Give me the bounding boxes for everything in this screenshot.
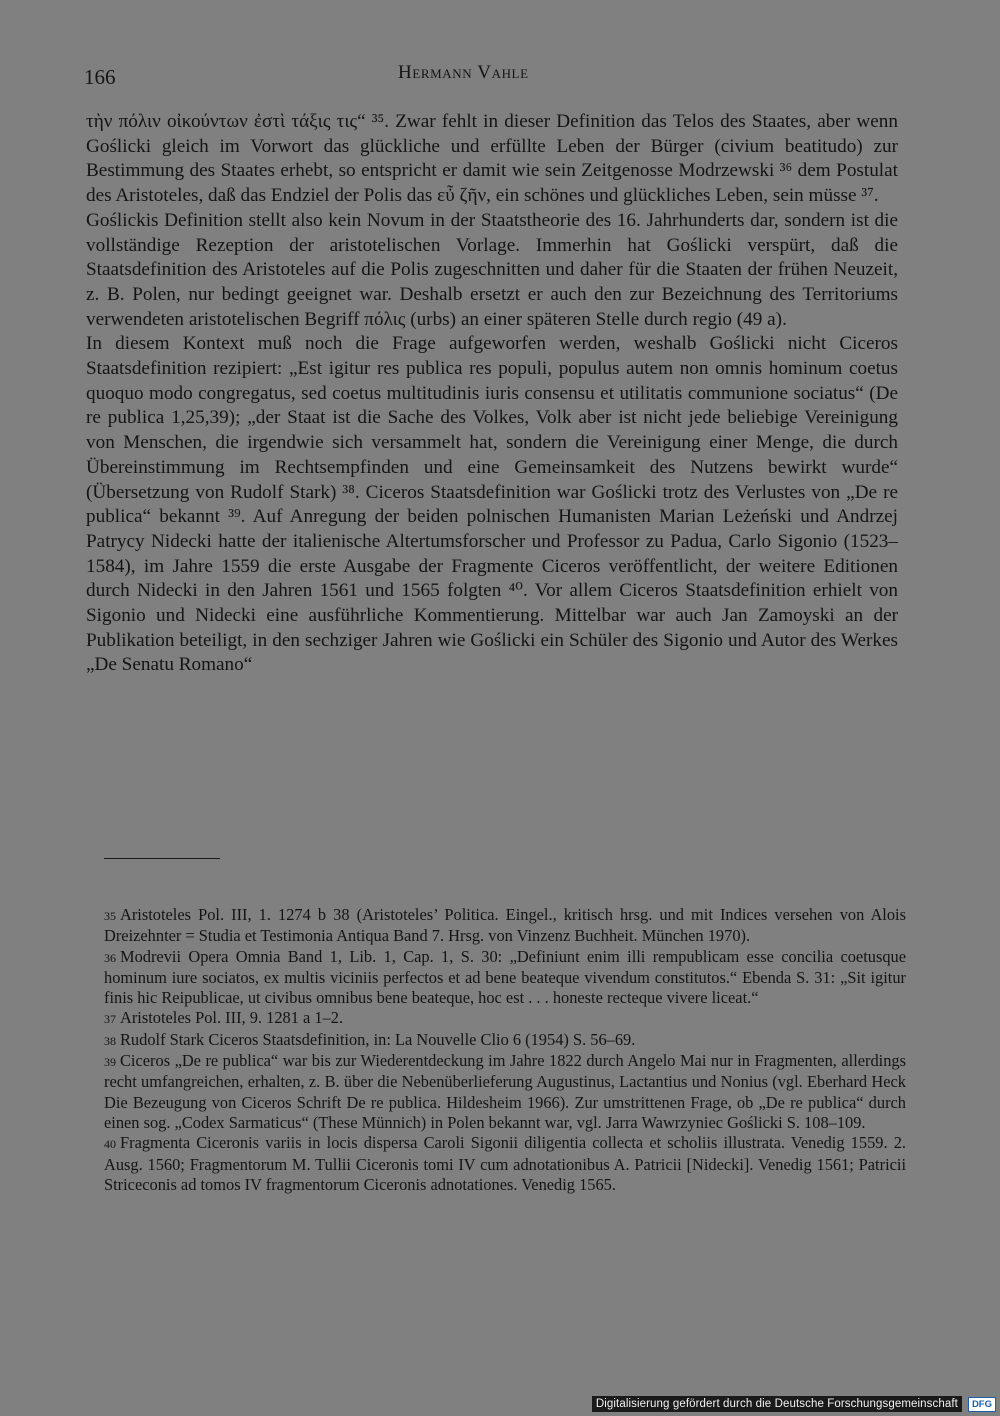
footnote (104, 1008, 906, 1029)
footnotes (104, 905, 906, 1195)
dfg-logo-icon: DFG (968, 1397, 996, 1412)
footnote (104, 1030, 906, 1051)
footnote-number: 39 (104, 1055, 116, 1070)
page-number: 166 (84, 65, 116, 89)
footnote (104, 947, 906, 1009)
footnote-text: Aristoteles Pol. III, 1. 1274 b 38 (Aristoteles’ Politica. Eingel., kritisch hrsg. und mit Indices versehen von Alois Dreizehnter = Studia et Testimonia Antiqua Band 7. Hrsg. von Vinzenz Buchheit. München 1970). (104, 905, 906, 946)
footnote (104, 905, 906, 947)
digitization-credit (592, 1396, 996, 1412)
footnote-text: Fragmenta Ciceronis variis in locis dispersa Caroli Sigonii diligentia collecta et scholiis illustrata. Venedig 1559. 2. Ausg. 1560; Fragmentorum M. Tullii Ciceronis tomi IV cum adnotationibus A. Patricii [Nidecki]. Venedig 1561; Patricii Striceconis ad tomos IV fragmentorum Ciceronis adnotationes. Venedig 1565. (104, 1133, 906, 1194)
footnote (104, 1133, 906, 1195)
footnote-text: Rudolf Stark Ciceros Staatsdefinition, in: La Nouvelle Clio 6 (1954) S. 56–69. (120, 1029, 636, 1049)
body-paragraph: Goślickis Definition stellt also kein Novum in der Staatstheorie des 16. Jahrhunderts dar, sondern ist die vollständige Rezeption der aristotelischen Vorlage. Immerhin hat Goślicki verspürt, daß die Staatsdefinition des Aristoteles auf die Polis zugeschnitten und daher für die Staaten der frühen Neuzeit, z. B. Polen, nur bedingt geeignet war. Deshalb ersetzt er auch den zur Bezeichnung des Territoriums verwendeten aristotelischen Begriff πόλις (urbs) an einer späteren Stelle durch regio (49 a). (86, 209, 898, 330)
footnote-text: Aristoteles Pol. III, 9. 1281 a 1–2. (120, 1008, 344, 1028)
footnote-text: Modrevii Opera Omnia Band 1, Lib. 1, Cap. 1, S. 30: „Definiunt enim illi rempublicam esse concilia coetusque hominum iure sociatos, ex multis viciniis perfectos et ad bene beateque vivendum constitutos.“ Ebenda S. 31: „Sit igitur finis hic Reipublicae, ut civibus omnibus bene beateque, hoc est . . . honeste recteque vivere liceat.“ (104, 946, 906, 1008)
body-paragraph: In diesem Kontext muß noch die Frage aufgeworfen werden, weshalb Goślicki nicht Ciceros Staatsdefinition rezipiert: „Est igitur res publica res populi, populus autem non omnis hominum coetus quoquo modo congregatus, sed coetus multitudinis iuris consensu et utilitatis communione sociatus“ (De re publica 1,25,39); „der Staat ist die Sache des Volkes, Volk aber ist nicht jede beliebige Vereinigung von Menschen, die irgendwie sich versammelt hat, sondern die Vereinigung einer Menge, die durch Übereinstimmung im Rechtsempfinden und eine Gemeinsamkeit des Nutzens bewirkt wurde“ (Übersetzung von Rudolf Stark) ³⁸. Ciceros Staatsdefinition war Goślicki trotz des Verlustes von „De re publica“ bekannt ³⁹. Auf Anregung der beiden polnischen Humanisten Marian Leżeński und Andrzej Patrycy Nidecki hatte der italienische Altertumsforscher und Professor zu Padua, Carlo Sigonio (1523–1584), im Jahre 1559 die erste Ausgabe der Fragmente Ciceros veröffentlicht, der weitere Editionen durch Nidecki in den Jahren 1561 und 1565 folgten ⁴⁰. Vor allem Ciceros Staatsdefinition erhielt von Sigonio und Nidecki eine ausführliche Kommentierung. Mittelbar war auch Jan Zamoyski an der Publikation beteiligt, in den sechziger Jahren wie Goślicki ein Schüler des Sigonio und Autor des Werkes „De Senatu Romano“ (86, 333, 898, 676)
body-paragraph: τὴν πόλιν οἰκούντων ἐστὶ τάξις τις“ ³⁵. Zwar fehlt in dieser Definition das Telos des Staates, aber wenn Goślicki gleich im Vorwort das glückliche und erfüllte Leben der Bürger (civium beatitudo) zur Bestimmung des Staates erhebt, so entspricht er damit wie sein Zeitgenosse Modrzewski ³⁶ dem Postulat des Aristoteles, daß das Endziel der Polis das εὖ ζῆν, ein schönes und glückliches Leben, sein müsse ³⁷. (86, 111, 898, 207)
body-text (86, 110, 898, 678)
footnote-number: 38 (104, 1033, 116, 1048)
footnote-number: 36 (104, 950, 116, 965)
footnote-number: 40 (104, 1137, 116, 1152)
credit-text: Digitalisierung gefördert durch die Deutsche Forschungsgemeinschaft (592, 1396, 962, 1412)
footnote-number: 37 (104, 1012, 116, 1027)
running-head: Hermann Vahle (398, 62, 529, 83)
footnote (104, 1051, 906, 1133)
footnote-divider (104, 858, 220, 859)
footnote-number: 35 (104, 909, 116, 923)
footnote-text: Ciceros „De re publica“ war bis zur Wiederentdeckung im Jahre 1822 durch Angelo Mai nur in Fragmenten, allerdings recht umfangreichen, erhalten, z. B. über die Nebenüberlieferung Augustinus, Lactantius und Nonius (vgl. Eberhard Heck Die Bezeugung von Ciceros Schrift De re publica. Hildesheim 1966). Zur umstrittenen Frage, ob „De re publica“ durch einen sog. „Codex Sarmaticus“ (These Münnich) in Polen bekannt war, vgl. Jarra Wawrzyniec Goślicki S. 108–109. (104, 1051, 906, 1132)
